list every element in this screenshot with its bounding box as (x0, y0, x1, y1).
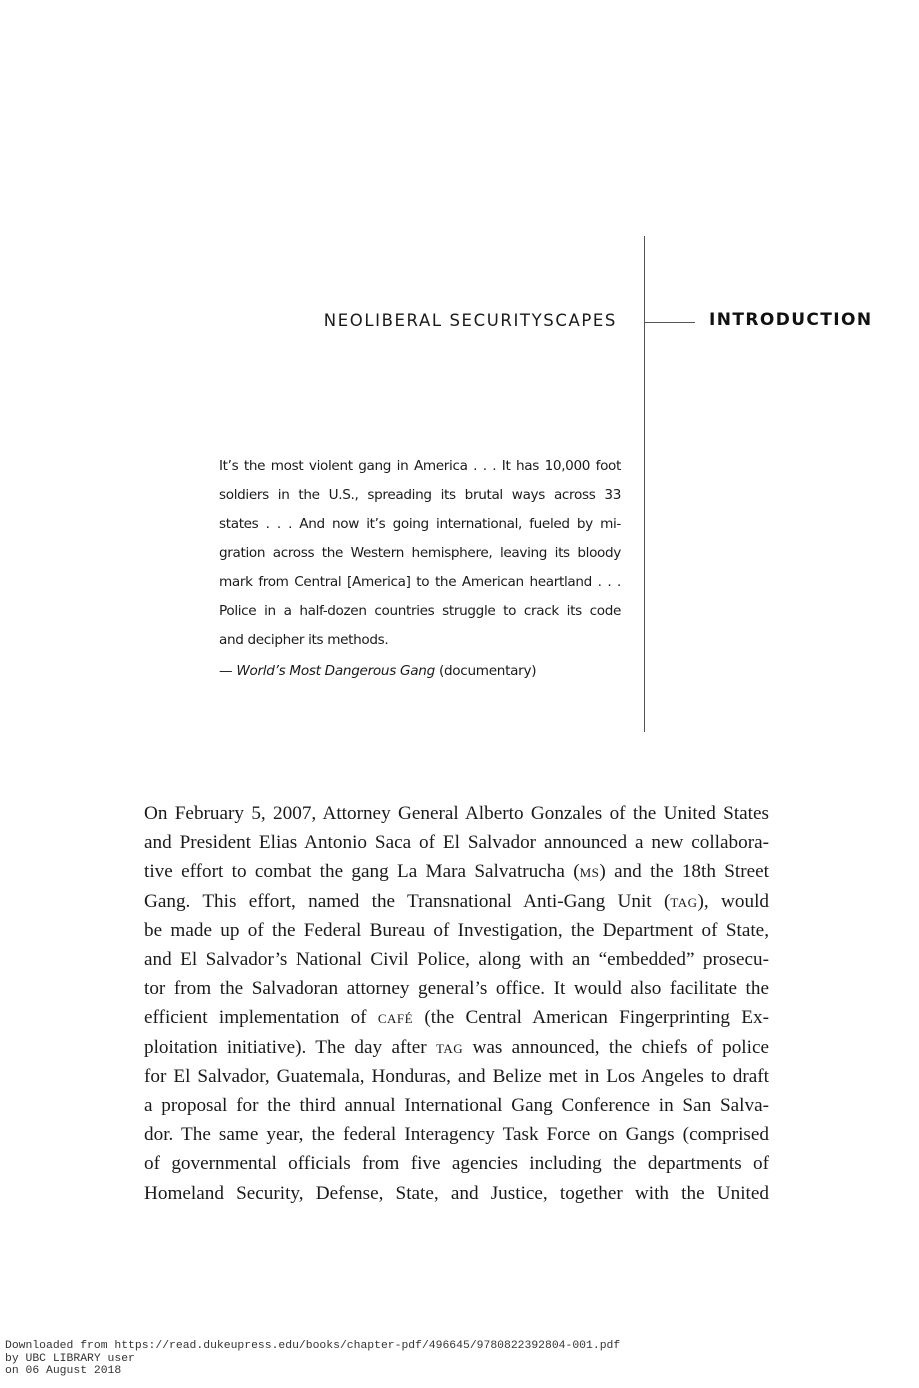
body-line: Homeland Security, Defense, State, and Justice, together with the United (144, 1182, 769, 1204)
body-line: ploitation initiative). The day after tag was announced, the chiefs of police (144, 1036, 769, 1058)
epigraph-attribution (219, 663, 536, 679)
body-line: tor from the Salvadoran attorney general’s office. It would also facilitate the (144, 978, 769, 1000)
epigraph-line: soldiers in the U.S., spreading its brutal ways across 33 (219, 487, 621, 503)
body-line: for El Salvador, Guatemala, Honduras, and Belize met in Los Angeles to draft (144, 1065, 769, 1087)
horizontal-rule (644, 322, 695, 323)
footer-line-date: on 06 August 2018 (5, 1365, 122, 1377)
body-line: a proposal for the third annual International Gang Conference in San Salva- (144, 1095, 769, 1117)
body-paragraph (144, 799, 769, 1208)
body-line: tive effort to combat the gang La Mara Salvatrucha (ms) and the 18th Street (144, 861, 769, 883)
vertical-rule (644, 236, 645, 732)
epigraph-line: gration across the Western hemisphere, leaving its bloody (219, 545, 621, 561)
body-line: and El Salvador’s National Civil Police, along with an “embedded” prosecu- (144, 949, 769, 971)
body-line: be made up of the Federal Bureau of Investigation, the Department of State, (144, 919, 769, 941)
running-head-book-title: NEOLIBERAL SECURITYSCAPES (323, 311, 617, 330)
acronym: ms (579, 861, 600, 883)
epigraph-line: mark from Central [America] to the American heartland . . . (219, 574, 621, 590)
epigraph-line: and decipher its methods. (219, 632, 389, 648)
body-line: Gang. This effort, named the Transnational Anti-Gang Unit (tag), would (144, 890, 769, 912)
body-line: dor. The same year, the federal Interagency Task Force on Gangs (comprised (144, 1124, 769, 1146)
body-line: On February 5, 2007, Attorney General Alberto Gonzales of the United States (144, 803, 769, 824)
epigraph-line: states . . . And now it’s going international, fueled by mi- (219, 516, 621, 532)
epigraph (219, 452, 621, 655)
body-line: of governmental officials from five agencies including the departments of (144, 1153, 769, 1175)
body-line: efficient implementation of café (the Central American Fingerprinting Ex- (144, 1007, 769, 1029)
attribution-dash: — (219, 663, 233, 679)
footer-line-source: Downloaded from https://read.dukeupress.edu/books/chapter-pdf/496645/9780822392804-001.pdf (5, 1340, 621, 1352)
body-line: and President Elias Antonio Saca of El Salvador announced a new collabora- (144, 832, 769, 854)
acronym: café (377, 1007, 414, 1029)
download-footer (5, 1340, 620, 1378)
acronym: tag (435, 1036, 464, 1058)
footer-line-user: by UBC LIBRARY user (5, 1352, 135, 1365)
attribution-note: (documentary) (434, 663, 537, 679)
attribution-title: World’s Most Dangerous Gang (236, 663, 435, 679)
epigraph-line: It’s the most violent gang in America . . . It has 10,000 foot (219, 458, 621, 474)
chapter-label: INTRODUCTION (709, 310, 873, 330)
epigraph-line: Police in a half-dozen countries struggle to crack its code (219, 603, 621, 619)
acronym: tag (670, 890, 698, 912)
